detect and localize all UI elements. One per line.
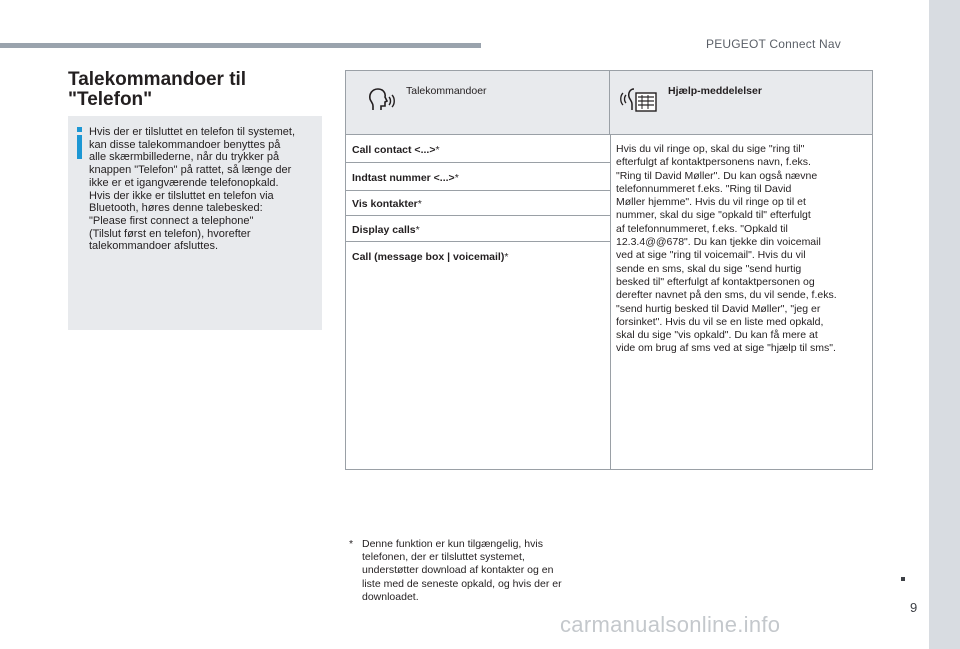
section-title-line2: "Telefon" [68, 89, 153, 110]
column-divider [610, 134, 611, 469]
command-call-voicemail: Call (message box | voicemail)* [352, 251, 509, 263]
row-divider [346, 190, 610, 191]
command-display-calls: Display calls* [352, 224, 420, 236]
row-divider [346, 162, 610, 163]
table-header-help [610, 71, 872, 134]
command-vis-kontakter: Vis kontakter* [352, 198, 422, 210]
watermark: carmanualsonline.info [560, 612, 781, 637]
voice-command-icon [364, 85, 398, 113]
page-side-strip [929, 0, 960, 649]
row-divider [346, 241, 610, 242]
info-box [68, 116, 322, 330]
help-message-text: Hvis du vil ringe op, skal du sige "ring til" efterfulgt af kontaktpersonens navn, f.eks. "Ring til David Møller". Du kan også nævne telefonnummeret f.eks. "Ring til David Møller hjemme". Hvis du vil ringe op til et nummer, skal du sige "opkald til" efterfulgt af telefonnummeret, f.eks. "Opkald til 12.3.4@@678". Du kan tjekke din voicemail ved at sige "ring til voicemail". Hvis du vil sende en sms, skal du sige "send hurtig besked til" efterfulgt af kontaktpersonen og derefter navnet på den sms, du vil sende, f.eks. "send hurtig besked til David Møller", "jeg er forsinket". Hvis du vil se en liste med opkald, skal du sige "vis opkald". Du kan få mere at vide om brug af sms ved at sige "hjælp til sms". [616, 143, 837, 355]
voice-command-table [345, 70, 873, 470]
row-divider [346, 134, 872, 135]
footnote-text: Denne funktion er kun tilgængelig, hvis telefonen, der er tilsluttet systemet, understøtter download af kontakter og en liste med de seneste opkald, og hvis der er downloadet. [362, 538, 562, 603]
page-marker [901, 577, 905, 581]
section-title [68, 70, 246, 110]
info-text: Hvis der er tilsluttet en telefon til systemet, kan disse talekommandoer benyttes på alle skærmbillederne, når du trykker på knappen "Telefon" på rattet, så længe der ikke er et igangværende telefonopkald. Hvis der ikke er tilsluttet en telefon via Bluetooth, høres denne talebesked: "Please first connect a telephone" (Tilslut først en telefon), hvorefter talekommandoer afsluttes. [89, 126, 296, 253]
table-header-help-label: Hjælp-meddelelser [668, 85, 762, 97]
table-header-commands [346, 71, 610, 134]
row-divider [346, 215, 610, 216]
voice-help-icon [620, 85, 660, 115]
info-icon [76, 127, 84, 159]
command-indtast-nummer: Indtast nummer <...>* [352, 172, 459, 184]
header-title: PEUGEOT Connect Nav [706, 37, 841, 51]
footnote-mark: * [349, 538, 354, 550]
page-number: 9 [910, 600, 918, 615]
table-header-commands-label: Talekommandoer [406, 85, 487, 97]
header-bar [0, 43, 481, 48]
command-call-contact: Call contact <...>* [352, 144, 440, 156]
section-title-line1: Talekommandoer til [68, 69, 247, 90]
